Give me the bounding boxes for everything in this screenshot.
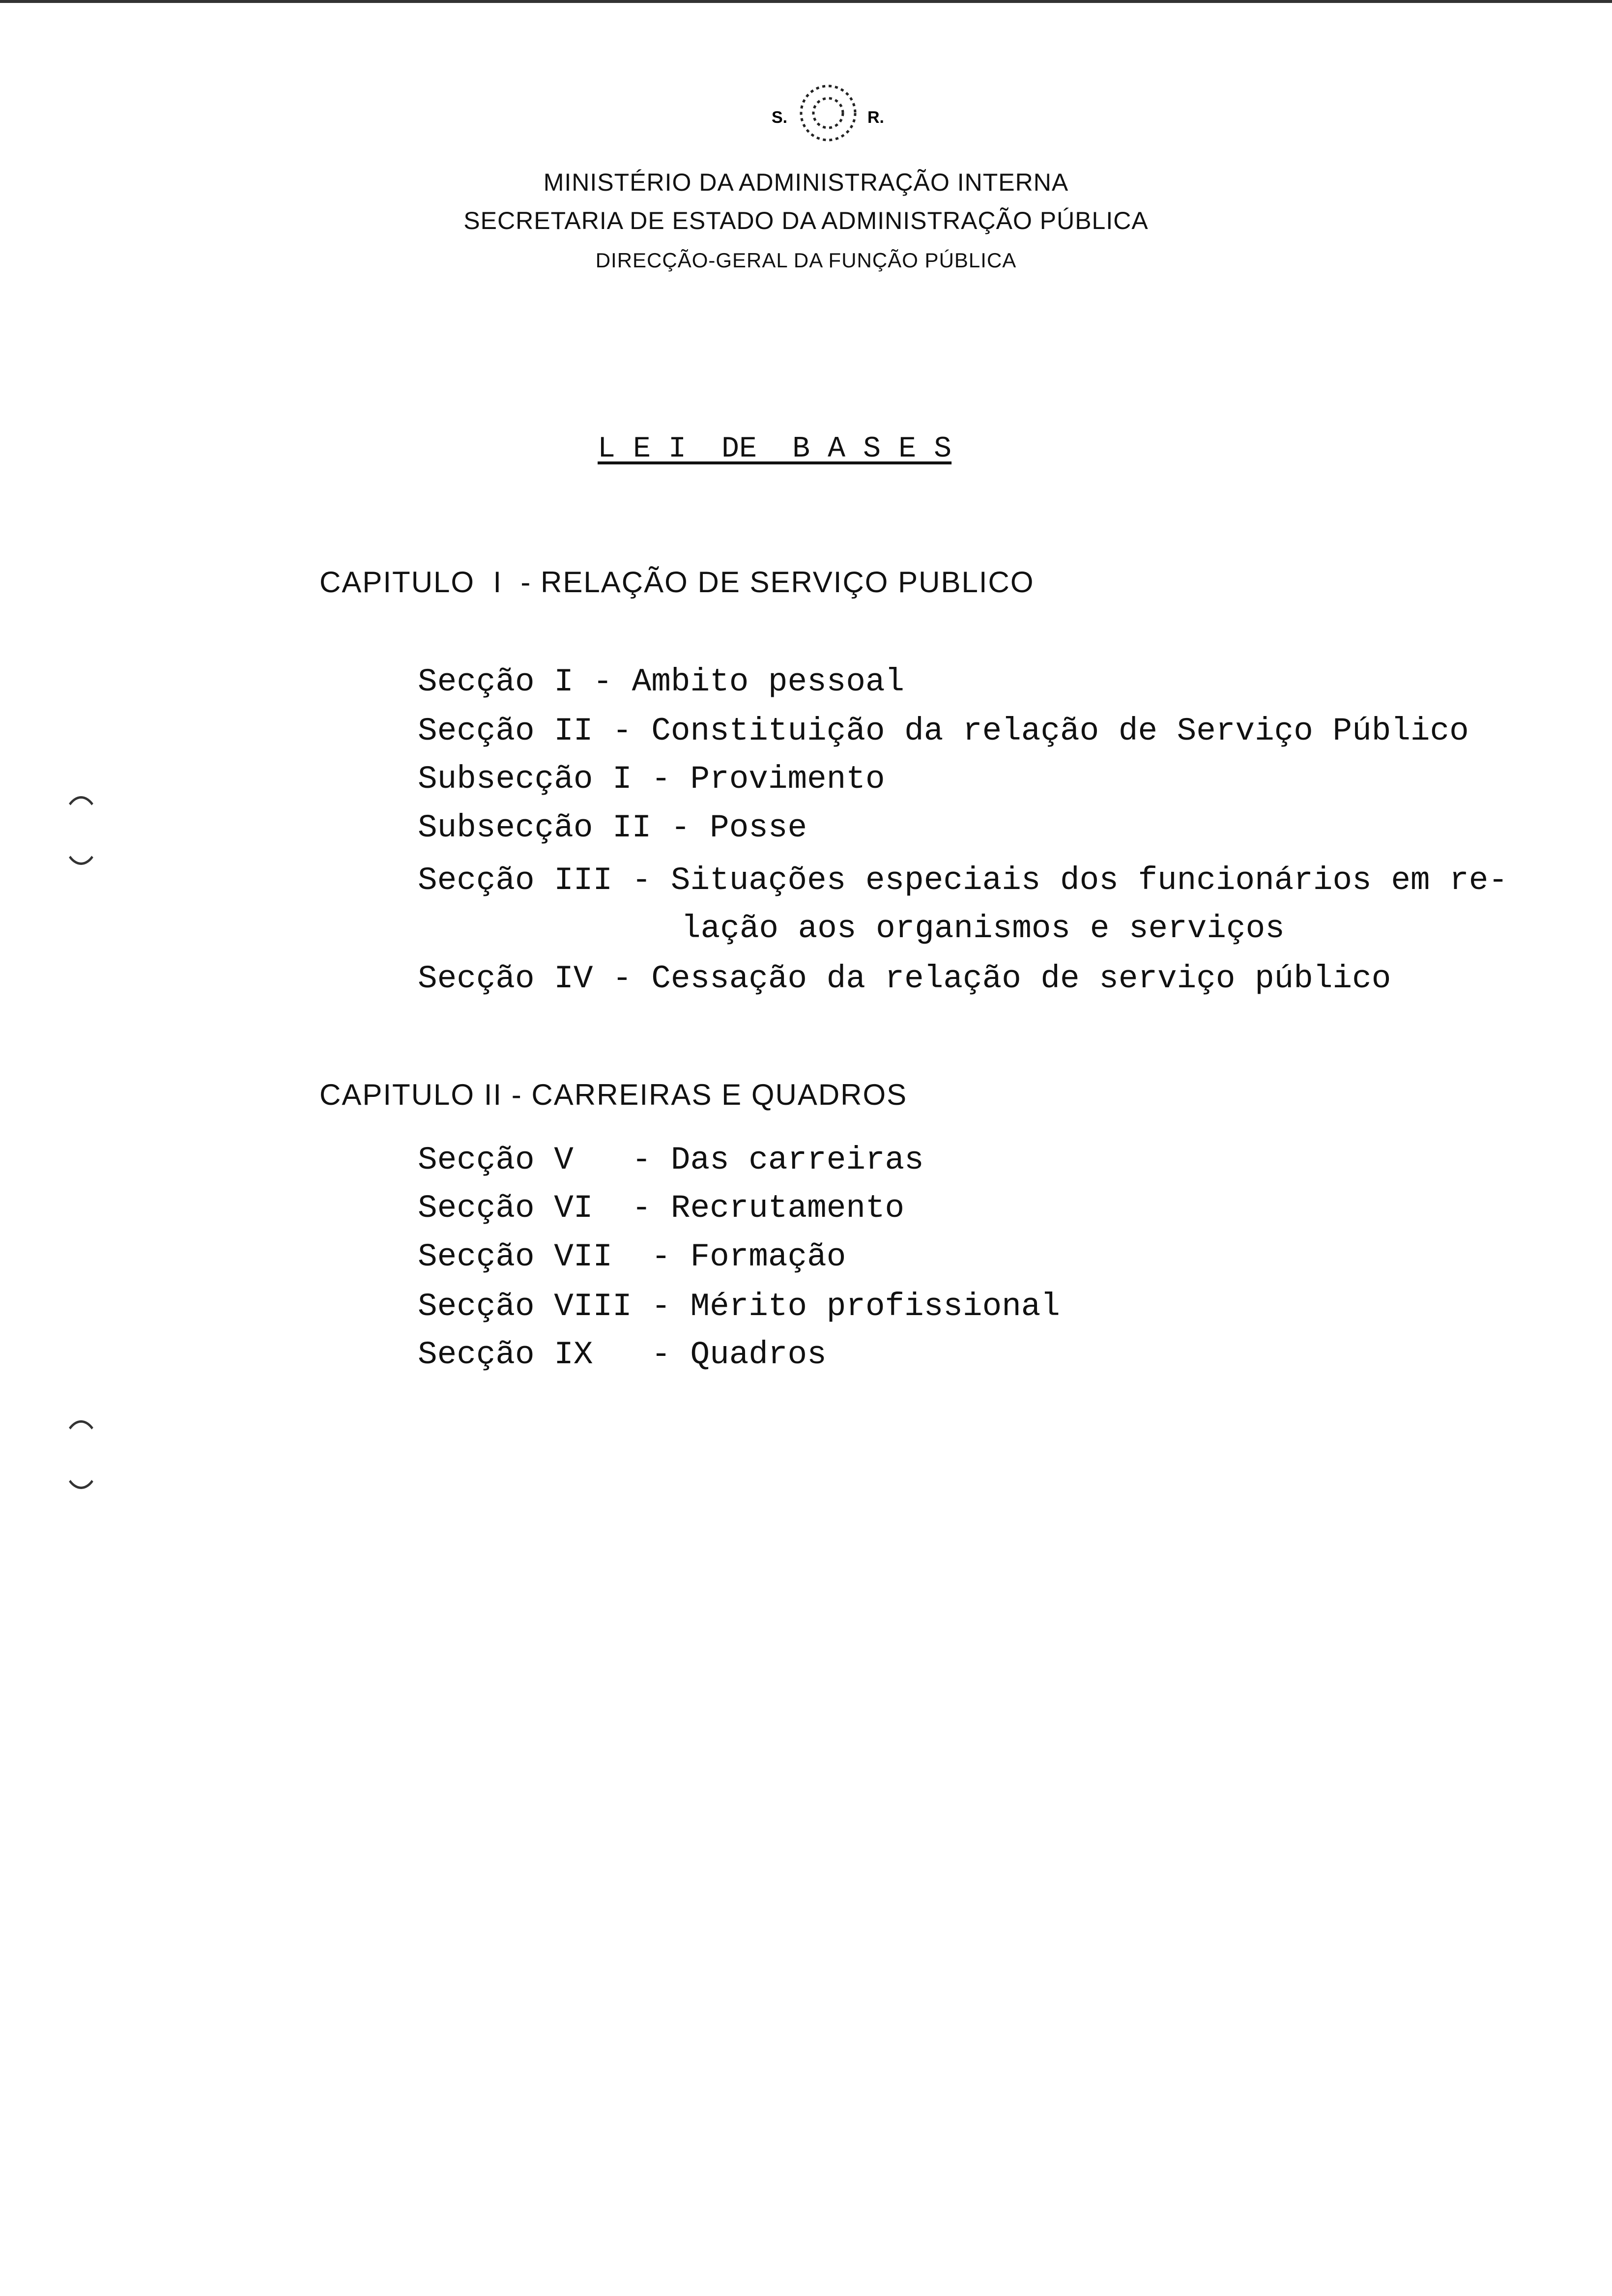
section-item: Subsecção II - Posse <box>418 809 807 846</box>
section-item: Secção VIII - Mérito profissional <box>418 1288 1061 1325</box>
section-item: Secção III - Situações especiais dos funcionários em re- <box>418 862 1508 899</box>
section-item: Secção II - Constituição da relação de Serviço Público <box>418 713 1469 749</box>
section-item-continuation: lação aos organismos e serviços <box>681 910 1285 947</box>
chapter-2-heading: CAPITULO II - CARREIRAS E QUADROS <box>319 1078 908 1111</box>
section-item: Secção IX - Quadros <box>418 1336 827 1373</box>
section-item: Secção I - Ambito pessoal <box>418 663 905 700</box>
ministry-name: MINISTÉRIO DA ADMINISTRAÇÃO INTERNA <box>543 169 1069 196</box>
section-item: Subsecção I - Provimento <box>418 761 885 798</box>
section-item: Secção IV - Cessação da relação de serviço público <box>418 960 1391 997</box>
section-item: Secção VI - Recrutamento <box>418 1190 905 1227</box>
scan-top-edge <box>0 0 1612 3</box>
state-emblem <box>767 69 890 157</box>
emblem-letter-r: R. <box>867 108 884 127</box>
document-title: L E I DE B A S E S <box>598 432 952 466</box>
punch-hole-mark <box>61 796 101 865</box>
chapter-1-heading: CAPITULO I - RELAÇÃO DE SERVIÇO PUBLICO <box>319 566 1035 599</box>
section-item: Secção V - Das carreiras <box>418 1142 924 1178</box>
secretariat-name: SECRETARIA DE ESTADO DA ADMINISTRAÇÃO PÚBLICA <box>463 207 1149 234</box>
punch-hole-mark <box>61 1420 101 1489</box>
emblem-letter-s: S. <box>772 108 788 127</box>
section-item: Secção VII - Formação <box>418 1238 846 1275</box>
directorate-name: DIRECÇÃO-GERAL DA FUNÇÃO PÚBLICA <box>595 249 1017 272</box>
